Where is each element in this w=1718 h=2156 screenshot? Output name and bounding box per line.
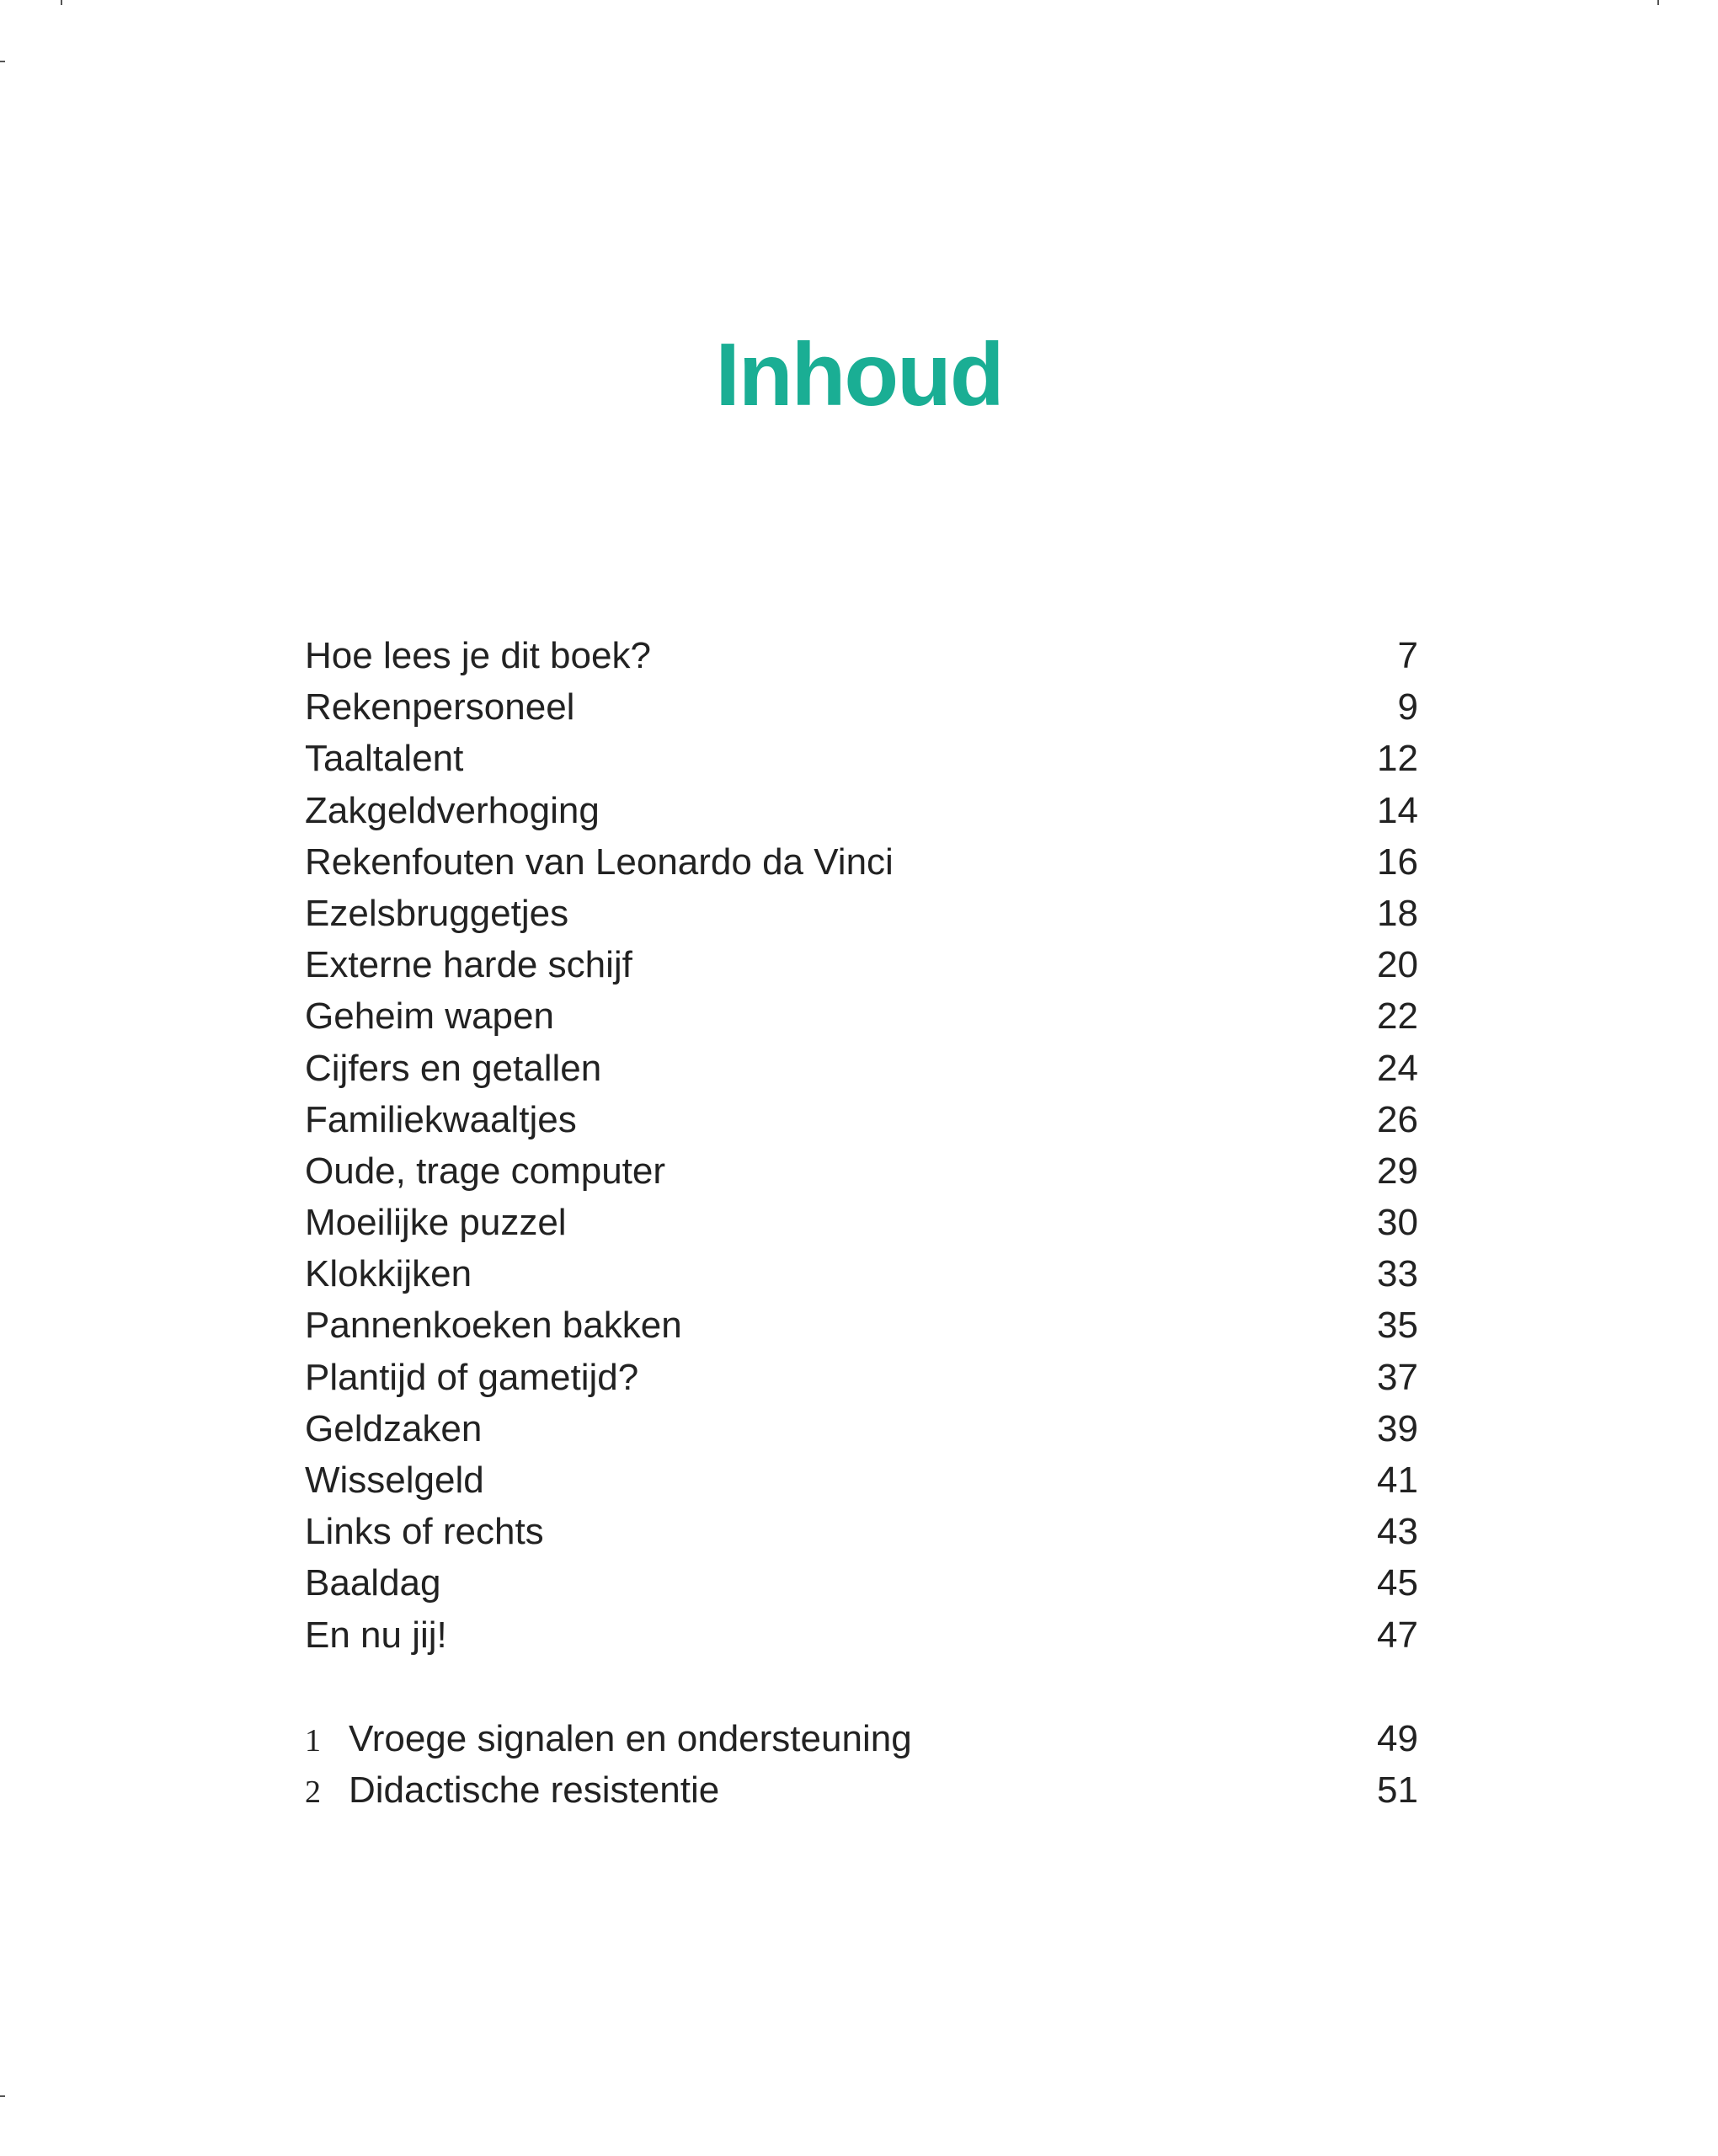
toc-entry-page: 22 — [1377, 995, 1418, 1038]
toc-entry-page: 47 — [1377, 1614, 1418, 1656]
toc-entry-title: Externe harde schijf — [305, 944, 632, 986]
toc-entry-title: Geldzaken — [305, 1407, 483, 1449]
toc-entry-page: 41 — [1377, 1460, 1418, 1501]
toc-entry-page: 7 — [1397, 635, 1418, 676]
page-title: Inhoud — [715, 325, 1003, 424]
toc-entry[interactable] — [305, 836, 1418, 888]
toc-entry-title: Cijfers en getallen — [305, 1047, 602, 1089]
toc-entry-page: 14 — [1377, 789, 1418, 831]
toc-entry-title: Links of rechts — [305, 1511, 544, 1553]
toc-entry[interactable] — [305, 630, 1418, 681]
appendix-entry-title — [305, 1713, 912, 1767]
crop-mark — [0, 61, 5, 62]
crop-mark — [61, 0, 62, 5]
toc-entry-title: Rekenfouten van Leonardo da Vinci — [305, 841, 894, 883]
table-of-contents — [305, 630, 1418, 1816]
appendix-title-text: Vroege signalen en ondersteuning — [349, 1717, 912, 1759]
toc-entry-page: 18 — [1377, 892, 1418, 934]
toc-entry-page: 16 — [1377, 841, 1418, 883]
crop-mark — [0, 2095, 5, 2097]
toc-entry[interactable] — [305, 1299, 1418, 1351]
appendix-title-text: Didactische resistentie — [349, 1769, 720, 1811]
appendix-number: 2 — [305, 1774, 321, 1810]
toc-entry[interactable] — [305, 1248, 1418, 1299]
toc-entry-title: Pannenkoeken bakken — [305, 1305, 682, 1347]
section-spacer — [305, 1661, 1418, 1713]
toc-entry[interactable] — [305, 939, 1418, 990]
toc-entry-page: 39 — [1377, 1407, 1418, 1449]
toc-entry-page: 24 — [1377, 1047, 1418, 1089]
toc-entry-title: Ezelsbruggetjes — [305, 892, 569, 934]
appendix-entry-page: 51 — [1377, 1769, 1418, 1811]
crop-mark — [1657, 0, 1659, 5]
appendix-entry-page: 49 — [1377, 1717, 1418, 1759]
toc-entry-title: Hoe lees je dit boek? — [305, 635, 651, 676]
toc-entry-page: 35 — [1377, 1305, 1418, 1347]
toc-entry[interactable] — [305, 785, 1418, 836]
toc-entry-title: Plantijd of gametijd? — [305, 1356, 639, 1398]
toc-entry[interactable] — [305, 681, 1418, 733]
toc-entry[interactable] — [305, 733, 1418, 784]
toc-entry-title: Moeilijke puzzel — [305, 1202, 567, 1244]
appendix-entry[interactable] — [305, 1713, 1418, 1764]
toc-entry-page: 37 — [1377, 1356, 1418, 1398]
toc-entry-title: Wisselgeld — [305, 1460, 484, 1501]
toc-entry-title: Zakgeldverhoging — [305, 789, 600, 831]
toc-entry[interactable] — [305, 1145, 1418, 1197]
toc-entry-title: Rekenpersoneel — [305, 686, 575, 728]
toc-entry-page: 20 — [1377, 944, 1418, 986]
toc-entry-title: En nu jij! — [305, 1614, 447, 1656]
toc-entry-title: Baaldag — [305, 1562, 441, 1604]
toc-entry-page: 29 — [1377, 1150, 1418, 1192]
toc-entry-page: 26 — [1377, 1098, 1418, 1140]
toc-entry-page: 45 — [1377, 1562, 1418, 1604]
appendix-entry-title — [305, 1764, 719, 1818]
toc-entry[interactable] — [305, 1352, 1418, 1403]
toc-entry-title: Klokkijken — [305, 1253, 472, 1295]
toc-entry-title: Geheim wapen — [305, 995, 554, 1038]
toc-entry[interactable] — [305, 1609, 1418, 1661]
toc-entry[interactable] — [305, 1197, 1418, 1248]
toc-entry[interactable] — [305, 888, 1418, 939]
toc-entry-title: Familiekwaaltjes — [305, 1098, 577, 1140]
toc-entry-page: 33 — [1377, 1253, 1418, 1295]
appendix-number: 1 — [305, 1722, 321, 1758]
toc-entry-page: 43 — [1377, 1511, 1418, 1553]
toc-entry-title: Oude, trage computer — [305, 1150, 666, 1192]
toc-entry[interactable] — [305, 990, 1418, 1042]
appendix-entry[interactable] — [305, 1764, 1418, 1816]
toc-entry[interactable] — [305, 1094, 1418, 1145]
toc-entry[interactable] — [305, 1403, 1418, 1454]
toc-entry-page: 9 — [1397, 686, 1418, 728]
toc-entry[interactable] — [305, 1557, 1418, 1609]
toc-entry-page: 12 — [1377, 738, 1418, 780]
toc-entry-page: 30 — [1377, 1202, 1418, 1244]
toc-entry[interactable] — [305, 1506, 1418, 1557]
toc-entry[interactable] — [305, 1043, 1418, 1094]
toc-entry[interactable] — [305, 1454, 1418, 1506]
toc-entry-title: Taaltalent — [305, 738, 464, 780]
